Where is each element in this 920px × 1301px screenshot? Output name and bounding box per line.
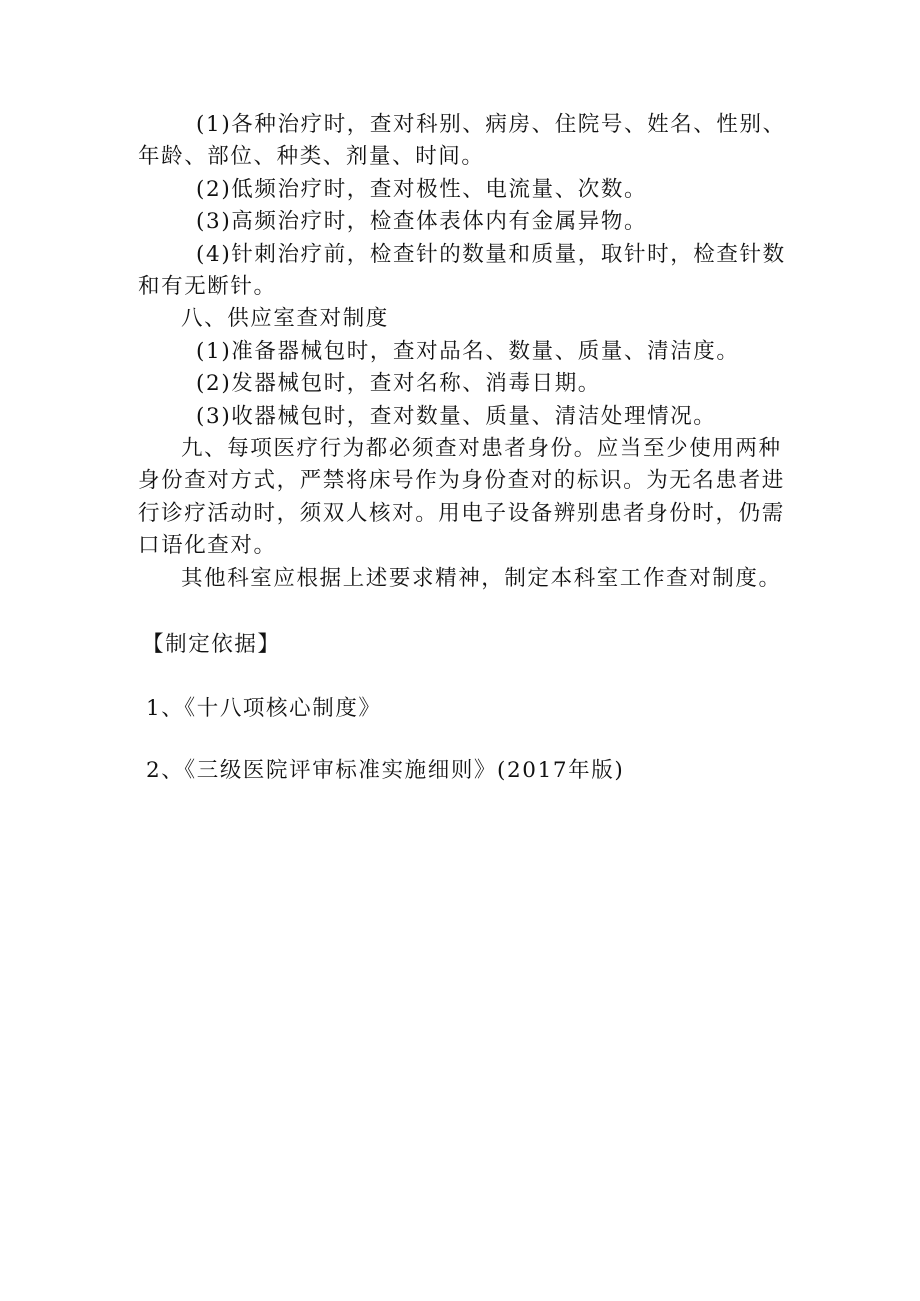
paragraph-treatment-check-2: (2)低频治疗时，查对极性、电流量、次数。 xyxy=(196,176,648,202)
basis-heading: 【制定依据】 xyxy=(142,632,281,658)
section-heading-supply-room: 八、供应室查对制度 xyxy=(181,306,389,332)
spacer xyxy=(138,661,804,693)
spacer xyxy=(138,725,804,755)
paragraph-supply-check-1: (1)准备器械包时，查对品名、数量、质量、清洁度。 xyxy=(196,338,740,364)
spacer xyxy=(138,595,804,629)
paragraph-treatment-check-1: (1)各种治疗时，查对科别、病房、住院号、姓名、性别、年龄、部位、种类、剂量、时间。 xyxy=(138,112,786,170)
document-body xyxy=(138,109,804,787)
paragraph-patient-identity: 九、每项医疗行为都必须查对患者身份。应当至少使用两种身份查对方式，严禁将床号作为身份查对的标识。为无名患者进行诊疗活动时，须双人核对。用电子设备辨别患者身份时，仍需口语化查对。 xyxy=(138,436,785,559)
paragraph-treatment-check-3: (3)高频治疗时，检查体表体内有金属异物。 xyxy=(196,209,648,235)
paragraph-treatment-check-4: (4)针刺治疗前，检查针的数量和质量，取针时，检查针数和有无断针。 xyxy=(138,241,786,300)
reference-item-2: 2、《三级医院评审标准实施细则》(2017年版) xyxy=(146,758,625,784)
paragraph-supply-check-3: (3)收器械包时，查对数量、质量、清洁处理情况。 xyxy=(196,403,717,429)
paragraph-supply-check-2: (2)发器械包时，查对名称、消毒日期。 xyxy=(196,371,601,397)
paragraph-other-departments: 其他科室应根据上述要求精神，制定本科室工作查对制度。 xyxy=(181,565,782,591)
reference-item-1: 1、《十八项核心制度》 xyxy=(146,696,382,722)
